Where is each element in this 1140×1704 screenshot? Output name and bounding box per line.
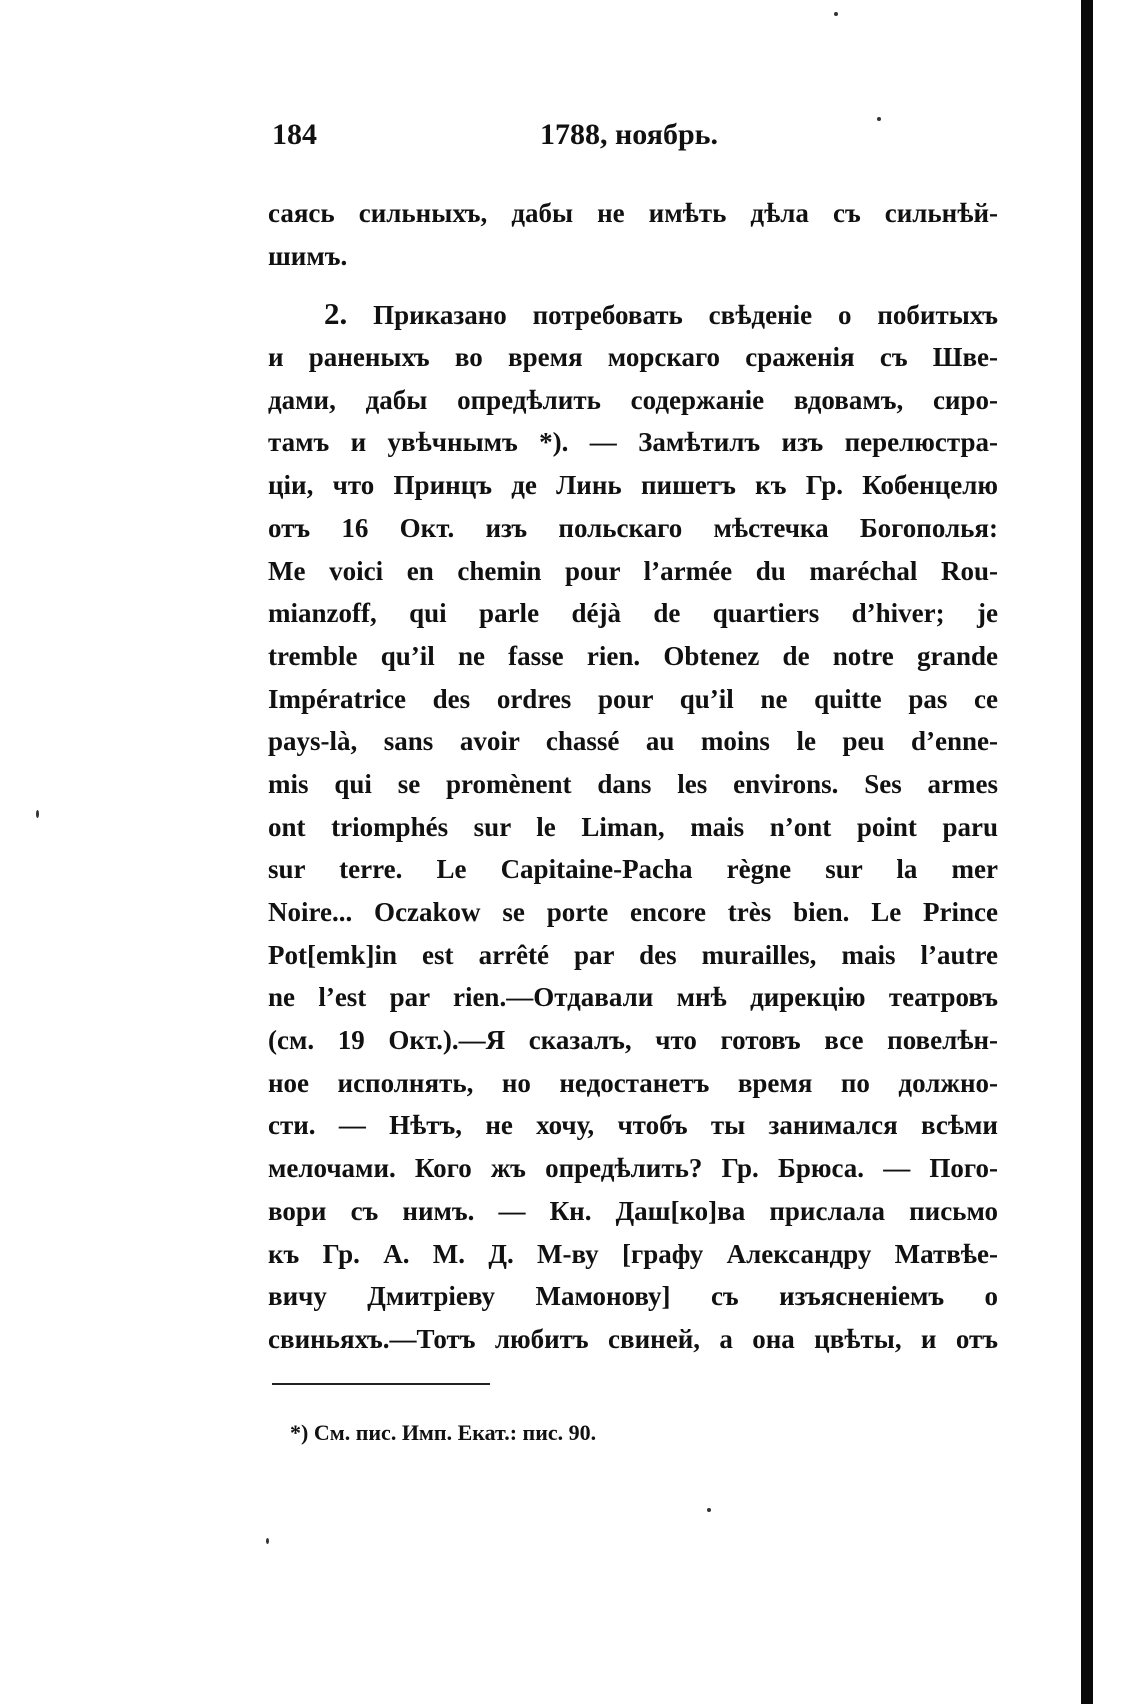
page-edge-shadow bbox=[1081, 0, 1093, 1704]
text-line: ne l’est par rien.—Отдавали мнѣ дирекцію театровъ bbox=[268, 982, 998, 1013]
running-head: 1788, ноябрь. bbox=[540, 118, 718, 151]
text-line: къ Гр. А. М. Д. М-ву [графу Александру Матвѣе- bbox=[268, 1238, 998, 1269]
text-line: шимъ. bbox=[268, 240, 348, 271]
text-line: Impératrice des ordres pour qu’il ne quitte pas ce bbox=[268, 683, 998, 714]
text-line bbox=[268, 293, 998, 336]
text-line: Pot[emk]in est arrêté par des murailles, mais l’autre bbox=[268, 939, 998, 970]
text-line: ное исполнять, но недостанетъ время по должно- bbox=[268, 1067, 998, 1098]
text-line: ont triomphés sur le Liman, mais n’ont point paru bbox=[268, 811, 998, 842]
text-line: вичу Дмитріеву Мамонову] съ изъясненіемъ о bbox=[268, 1281, 998, 1312]
paragraph-first-line: Приказано потребовать свѣденіе о побитыхъ bbox=[373, 300, 999, 331]
text-line: саясь сильныхъ, дабы не имѣть дѣла съ сильнѣй- bbox=[268, 198, 998, 228]
text-line: дами, дабы опредѣлить содержаніе вдовамъ, сиро- bbox=[268, 384, 998, 415]
text-line: ціи, что Принцъ де Линь пишетъ къ Гр. Кобенцелю bbox=[268, 470, 998, 501]
paragraph-number: 2. bbox=[324, 296, 348, 332]
print-speck bbox=[36, 810, 39, 818]
page-header bbox=[272, 118, 1012, 158]
text-line: mianzoff, qui parle déjà de quartiers d’hiver; je bbox=[268, 598, 998, 629]
text-line: свиньяхъ.—Тотъ любитъ свиней, а она цвѣты, и отъ bbox=[268, 1323, 998, 1354]
print-speck bbox=[834, 12, 838, 16]
print-speck bbox=[266, 1538, 269, 1544]
footnote: *) См. пис. Имп. Екат.: пис. 90. bbox=[290, 1420, 597, 1445]
text-line: тамъ и увѣчнымъ *). — Замѣтилъ изъ перелюстра- bbox=[268, 427, 998, 458]
print-speck bbox=[877, 117, 881, 121]
text-line: мелочами. Кого жъ опредѣлить? Гр. Брюса. — Пого- bbox=[268, 1153, 998, 1184]
print-speck bbox=[707, 1508, 711, 1512]
text-line: сти. — Нѣтъ, не хочу, чтобъ ты занимался всѣми bbox=[268, 1110, 998, 1141]
text-line: mis qui se promènent dans les environs. Ses armes bbox=[268, 768, 998, 799]
text-line: sur terre. Le Capitaine-Pacha règne sur la mer bbox=[268, 854, 998, 885]
text-line: и раненыхъ во время морскаго сраженія съ Шве- bbox=[268, 342, 998, 373]
text-line: вори съ нимъ. — Кн. Даш[ко]ва прислала письмо bbox=[268, 1195, 998, 1226]
page-number: 184 bbox=[272, 118, 317, 151]
text-line: pays-là, sans avoir chassé au moins le peu d’enne- bbox=[268, 726, 998, 757]
text-line: tremble qu’il ne fasse rien. Obtenez de notre grande bbox=[268, 640, 998, 671]
footnote-rule bbox=[272, 1383, 490, 1385]
body-text bbox=[268, 192, 998, 1361]
text-line: Me voici en chemin pour l’armée du maréchal Rou- bbox=[268, 555, 998, 586]
text-line: (см. 19 Окт.).—Я сказалъ, что готовъ все повелѣн- bbox=[268, 1025, 998, 1056]
text-line: Noire... Oczakow se porte encore très bien. Le Prince bbox=[268, 897, 998, 927]
text-line: отъ 16 Окт. изъ польскаго мѣстечка Богополья: bbox=[268, 512, 998, 543]
